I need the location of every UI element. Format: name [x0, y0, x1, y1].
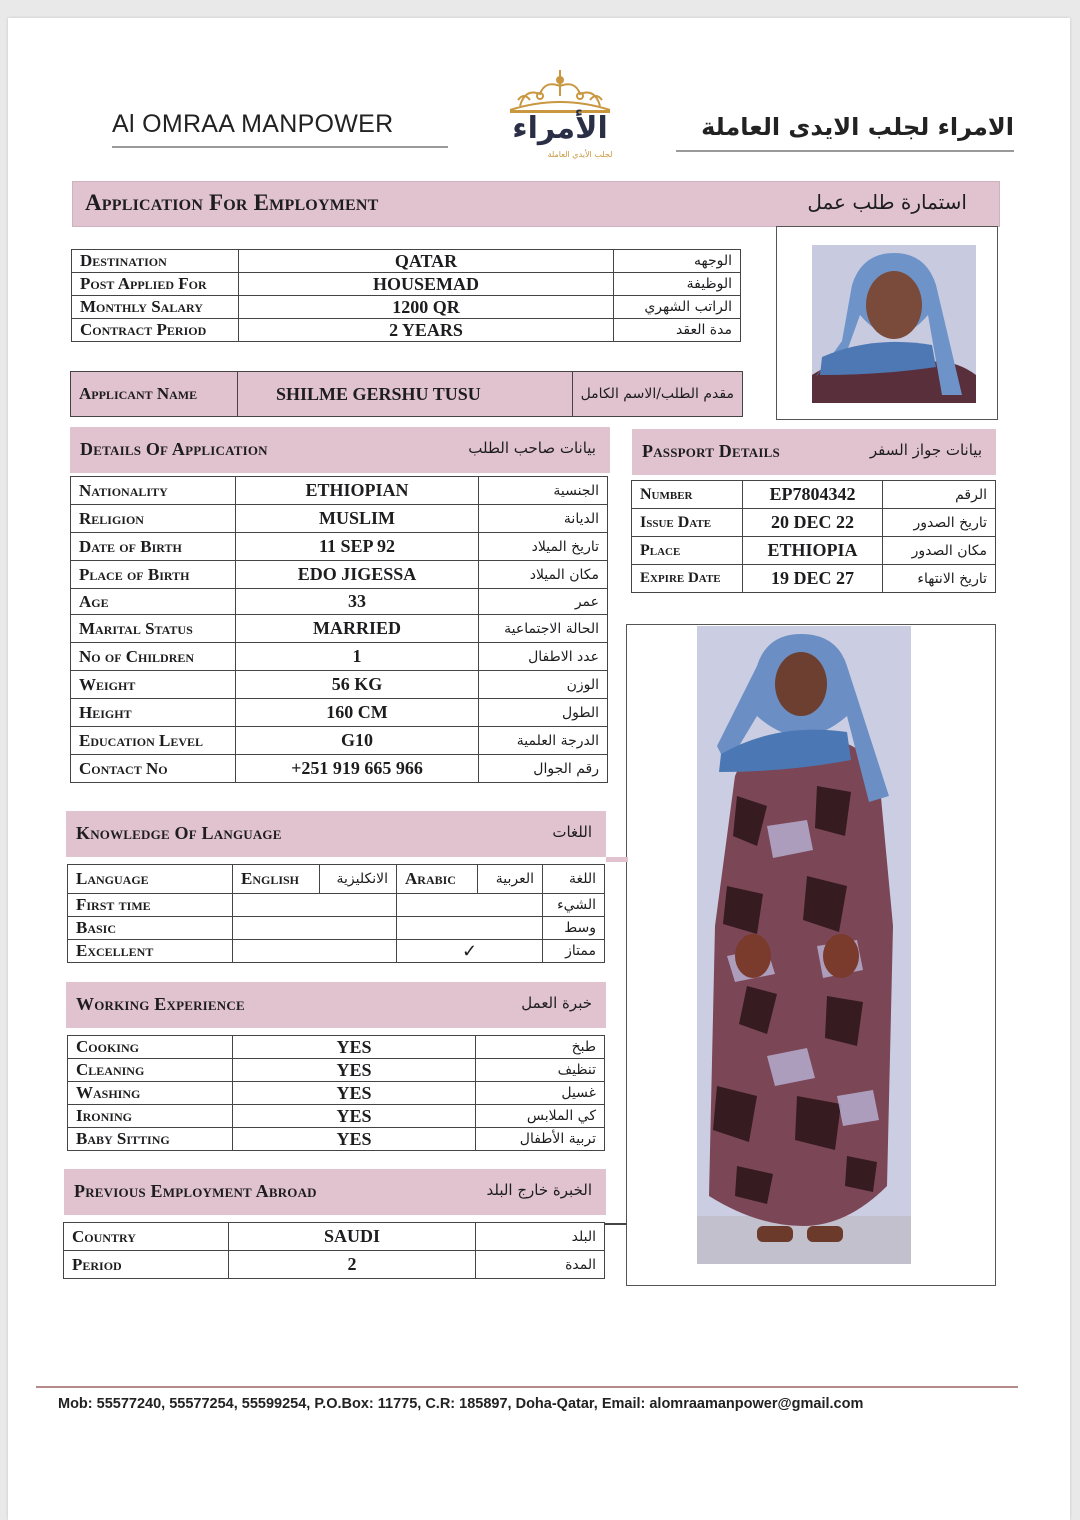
- details-table: [70, 476, 608, 783]
- arabic-proficiency-cell: [397, 894, 543, 917]
- skill-label-ar: تنظيف: [476, 1059, 605, 1082]
- arabic-col-header-ar: العربية: [478, 865, 543, 894]
- header-rule-right: [676, 150, 1014, 152]
- table-header-row: [68, 865, 605, 894]
- detail-label-ar: الحالة الاجتماعية: [479, 615, 608, 643]
- table-row: [72, 319, 741, 342]
- table-row: [632, 565, 996, 593]
- previous-employment-table: [63, 1222, 605, 1279]
- passport-label-ar: تاريخ الصدور: [883, 509, 996, 537]
- detail-value: 160 CM: [236, 699, 479, 727]
- table-row: [71, 533, 608, 561]
- skill-value: YES: [233, 1059, 476, 1082]
- skill-label-ar: كي الملابس: [476, 1105, 605, 1128]
- detail-label: Religion: [71, 505, 236, 533]
- table-row: [68, 1059, 605, 1082]
- proficiency-label: First time: [68, 894, 233, 917]
- previous-label-ar: المدة: [476, 1251, 605, 1279]
- previous-label: Country: [64, 1223, 229, 1251]
- detail-label: Date of Birth: [71, 533, 236, 561]
- section-title-ar: بيانات صاحب الطلب: [468, 439, 596, 457]
- previous-label: Period: [64, 1251, 229, 1279]
- job-label: Post Applied For: [72, 273, 239, 296]
- skill-value: YES: [233, 1128, 476, 1151]
- english-proficiency-cell: [233, 894, 397, 917]
- detail-label-ar: الجنسية: [479, 477, 608, 505]
- detail-label: Marital Status: [71, 615, 236, 643]
- detail-value: G10: [236, 727, 479, 755]
- experience-section-header: [66, 982, 606, 1028]
- detail-label: Contact No: [71, 755, 236, 783]
- table-row: [632, 481, 996, 509]
- company-name-ar: الامراء لجلب الايدى العاملة: [701, 113, 1014, 141]
- job-label: Destination: [72, 250, 239, 273]
- portrait-photo-frame: [776, 226, 998, 420]
- table-row: [64, 1251, 605, 1279]
- passport-label: Place: [632, 537, 743, 565]
- detail-label-ar: الوزن: [479, 671, 608, 699]
- job-label: Monthly Salary: [72, 296, 239, 319]
- company-logo: [470, 66, 650, 166]
- arabic-col-header: Arabic: [397, 865, 478, 894]
- language-col-header-ar: اللغة: [543, 865, 605, 894]
- detail-label-ar: تاريخ الميلاد: [479, 533, 608, 561]
- company-name-en: Al OMRAA MANPOWER: [112, 110, 394, 138]
- passport-label-ar: تاريخ الانتهاء: [883, 565, 996, 593]
- passport-value: EP7804342: [743, 481, 883, 509]
- proficiency-label: Excellent: [68, 940, 233, 963]
- english-proficiency-cell: [233, 940, 397, 963]
- passport-value: ETHIOPIA: [743, 537, 883, 565]
- english-col-header: English: [233, 865, 320, 894]
- previous-label-ar: البلد: [476, 1223, 605, 1251]
- detail-label-ar: عمر: [479, 589, 608, 615]
- detail-value: EDO JIGESSA: [236, 561, 479, 589]
- full-body-photo: [697, 626, 911, 1264]
- table-row: [68, 1036, 605, 1059]
- table-row: [71, 505, 608, 533]
- english-col-header-ar: الانكليزية: [320, 865, 397, 894]
- detail-value: +251 919 665 966: [236, 755, 479, 783]
- job-label-ar: الوجهه: [614, 250, 741, 273]
- footer-contact: Mob: 55577240, 55577254, 55599254, P.O.Box: 11775, C.R: 185897, Doha-Qatar, Email: alomraamanpower@gmail.com: [58, 1396, 864, 1412]
- language-table: [67, 864, 605, 963]
- language-header-tab: [606, 857, 628, 862]
- skill-label: Ironing: [68, 1105, 233, 1128]
- table-row: [71, 477, 608, 505]
- detail-label: Education Level: [71, 727, 236, 755]
- passport-label: Expire Date: [632, 565, 743, 593]
- skill-label: Washing: [68, 1082, 233, 1105]
- logo-text: الأمراء: [512, 111, 608, 146]
- portrait-photo: [812, 245, 976, 403]
- section-title: Details Of Application: [80, 439, 268, 459]
- table-row: [71, 372, 743, 417]
- header-rule-left: [112, 146, 448, 148]
- checkmark-icon: ✓: [397, 940, 543, 963]
- proficiency-label-ar: وسط: [543, 917, 605, 940]
- table-row: [68, 940, 605, 963]
- skill-label: Cooking: [68, 1036, 233, 1059]
- section-title-ar: الخبرة خارج البلد: [486, 1181, 592, 1199]
- detail-label-ar: الطول: [479, 699, 608, 727]
- table-row: [71, 561, 608, 589]
- table-row: [68, 1082, 605, 1105]
- detail-label: No of Children: [71, 643, 236, 671]
- skill-label-ar: تربية الأطفال: [476, 1128, 605, 1151]
- applicant-name-label-ar: مقدم الطلب/الاسم الكامل: [572, 372, 742, 417]
- job-label-ar: الراتب الشهري: [614, 296, 741, 319]
- table-connector-line: [605, 1223, 627, 1225]
- previous-employment-section-header: [64, 1169, 606, 1215]
- english-proficiency-cell: [233, 917, 397, 940]
- detail-value: MUSLIM: [236, 505, 479, 533]
- table-row: [68, 894, 605, 917]
- table-row: [72, 273, 741, 296]
- passport-label: Issue Date: [632, 509, 743, 537]
- table-row: [71, 671, 608, 699]
- passport-label: Number: [632, 481, 743, 509]
- job-label: Contract Period: [72, 319, 239, 342]
- detail-label: Age: [71, 589, 236, 615]
- skill-label: Baby Sitting: [68, 1128, 233, 1151]
- passport-section-header: [632, 429, 996, 475]
- footer-rule: [36, 1386, 1018, 1388]
- job-value: 1200 QR: [239, 296, 614, 319]
- detail-label-ar: رقم الجوال: [479, 755, 608, 783]
- job-table: [71, 249, 741, 342]
- table-row: [71, 699, 608, 727]
- job-label-ar: مدة العقد: [614, 319, 741, 342]
- skill-label-ar: غسيل: [476, 1082, 605, 1105]
- skill-label: Cleaning: [68, 1059, 233, 1082]
- proficiency-label-ar: ممتاز: [543, 940, 605, 963]
- detail-label: Place of Birth: [71, 561, 236, 589]
- table-row: [71, 755, 608, 783]
- table-row: [71, 643, 608, 671]
- passport-value: 20 DEC 22: [743, 509, 883, 537]
- page-title: Application For Employment: [85, 190, 379, 215]
- table-row: [68, 917, 605, 940]
- detail-label: Weight: [71, 671, 236, 699]
- table-row: [632, 509, 996, 537]
- title-bar: [72, 181, 1000, 227]
- section-title: Previous Employment Abroad: [74, 1181, 317, 1201]
- table-row: [632, 537, 996, 565]
- passport-table: [631, 480, 996, 593]
- job-label-ar: الوظيفة: [614, 273, 741, 296]
- table-row: [72, 250, 741, 273]
- section-title: Passport Details: [642, 441, 780, 461]
- detail-value: 11 SEP 92: [236, 533, 479, 561]
- table-row: [71, 727, 608, 755]
- passport-label-ar: الرقم: [883, 481, 996, 509]
- table-row: [64, 1223, 605, 1251]
- table-row: [72, 296, 741, 319]
- language-col-header: Language: [68, 865, 233, 894]
- detail-value: 56 KG: [236, 671, 479, 699]
- previous-value: 2: [229, 1251, 476, 1279]
- detail-label: Nationality: [71, 477, 236, 505]
- passport-value: 19 DEC 27: [743, 565, 883, 593]
- applicant-name-label: Applicant Name: [71, 372, 238, 417]
- detail-label-ar: الدرجة العلمية: [479, 727, 608, 755]
- detail-label: Height: [71, 699, 236, 727]
- table-row: [68, 1105, 605, 1128]
- detail-value: MARRIED: [236, 615, 479, 643]
- table-row: [71, 589, 608, 615]
- experience-table: [67, 1035, 605, 1151]
- job-value: HOUSEMAD: [239, 273, 614, 296]
- skill-label-ar: طبخ: [476, 1036, 605, 1059]
- section-title: Working Experience: [76, 994, 245, 1014]
- section-title-ar: خبرة العمل: [521, 994, 592, 1012]
- job-value: QATAR: [239, 250, 614, 273]
- job-value: 2 YEARS: [239, 319, 614, 342]
- detail-value: 1: [236, 643, 479, 671]
- proficiency-label: Basic: [68, 917, 233, 940]
- arabic-proficiency-cell: [397, 917, 543, 940]
- skill-value: YES: [233, 1082, 476, 1105]
- detail-label-ar: الديانة: [479, 505, 608, 533]
- detail-label-ar: مكان الميلاد: [479, 561, 608, 589]
- detail-value: 33: [236, 589, 479, 615]
- logo-subtext: لجلب الأيدي العاملة: [547, 150, 613, 159]
- page-title-ar: استمارة طلب عمل: [807, 190, 967, 214]
- previous-value: SAUDI: [229, 1223, 476, 1251]
- section-title-ar: بيانات جواز السفر: [869, 441, 982, 459]
- skill-value: YES: [233, 1036, 476, 1059]
- language-section-header: [66, 811, 606, 857]
- applicant-name-value: SHILME GERSHU TUSU: [238, 372, 573, 417]
- passport-label-ar: مكان الصدور: [883, 537, 996, 565]
- section-title: Knowledge Of Language: [76, 823, 282, 843]
- table-row: [71, 615, 608, 643]
- detail-label-ar: عدد الاطفال: [479, 643, 608, 671]
- section-title-ar: اللغات: [552, 823, 592, 841]
- details-section-header: [70, 427, 610, 473]
- skill-value: YES: [233, 1105, 476, 1128]
- detail-value: ETHIOPIAN: [236, 477, 479, 505]
- applicant-name-table: [70, 371, 743, 417]
- table-row: [68, 1128, 605, 1151]
- proficiency-label-ar: الشيء: [543, 894, 605, 917]
- full-body-photo-frame: [626, 624, 996, 1286]
